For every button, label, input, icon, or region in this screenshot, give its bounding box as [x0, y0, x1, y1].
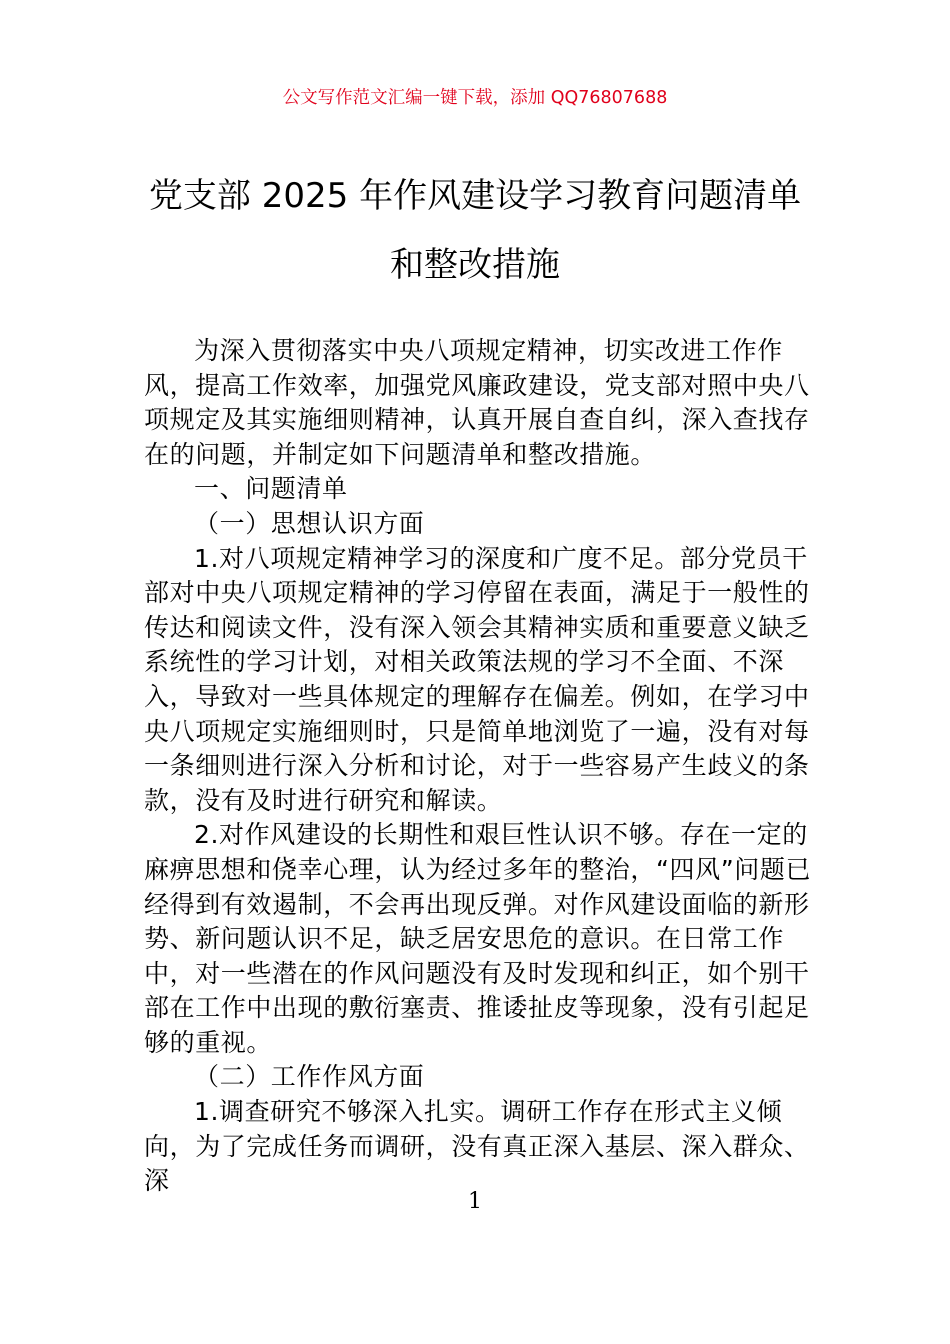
page-number: 1 — [468, 1189, 482, 1214]
intro-paragraph: 为深入贯彻落实中央八项规定精神，切实改进工作作风，提高工作效率，加强党风廉政建设，党支部对照中央八项规定及其实施细则精神，认真开展自查自纠，深入查找存在的问题，并制定如下问题清单和整改措施。 — [144, 336, 810, 469]
body-paragraph: 1.调查研究不够深入扎实。调研工作存在形式主义倾向，为了完成任务而调研，没有真正深入基层、深入群众、深 — [144, 1097, 810, 1196]
document-body — [144, 334, 812, 1199]
subsection-heading: （二）工作作风方面 — [194, 1062, 425, 1092]
document-title-line-2: 和整改措施 — [390, 245, 560, 285]
body-paragraph: 2.对作风建设的长期性和艰巨性认识不够。存在一定的麻痹思想和侥幸心理，认为经过多年的整治，“四风”问题已经得到有效遏制，不会再出现反弹。对作风建设面临的新形势、新问题认识不足，缺乏居安思危的意识。在日常工作中，对一些潜在的作风问题没有及时发现和纠正，如个别干部在工作中出现的敷衍塞责、推诿扯皮等现象，没有引起足够的重视。 — [144, 820, 812, 1057]
section-heading: 一、问题清单 — [194, 474, 348, 504]
subsection-heading: （一）思想认识方面 — [194, 508, 425, 538]
body-paragraph: 1.对八项规定精神学习的深度和广度不足。部分党员干部对中央八项规定精神的学习停留在表面，满足于一般性的传达和阅读文件，没有深入领会其精神实质和重要意义缺乏系统性的学习计划，对相关政策法规的学习不全面、不深入，导致对一些具体规定的理解存在偏差。例如，在学习中央八项规定实施细则时，只是简单地浏览了一遍，没有对每一条细则进行深入分析和讨论，对于一些容易产生歧义的条款，没有及时进行研究和解读。 — [144, 543, 810, 815]
document-title-line-1: 党支部 2025 年作风建设学习教育问题清单 — [148, 176, 802, 216]
download-banner[interactable]: 公文写作范文汇编一键下载，添加 QQ76807688 — [282, 88, 668, 108]
